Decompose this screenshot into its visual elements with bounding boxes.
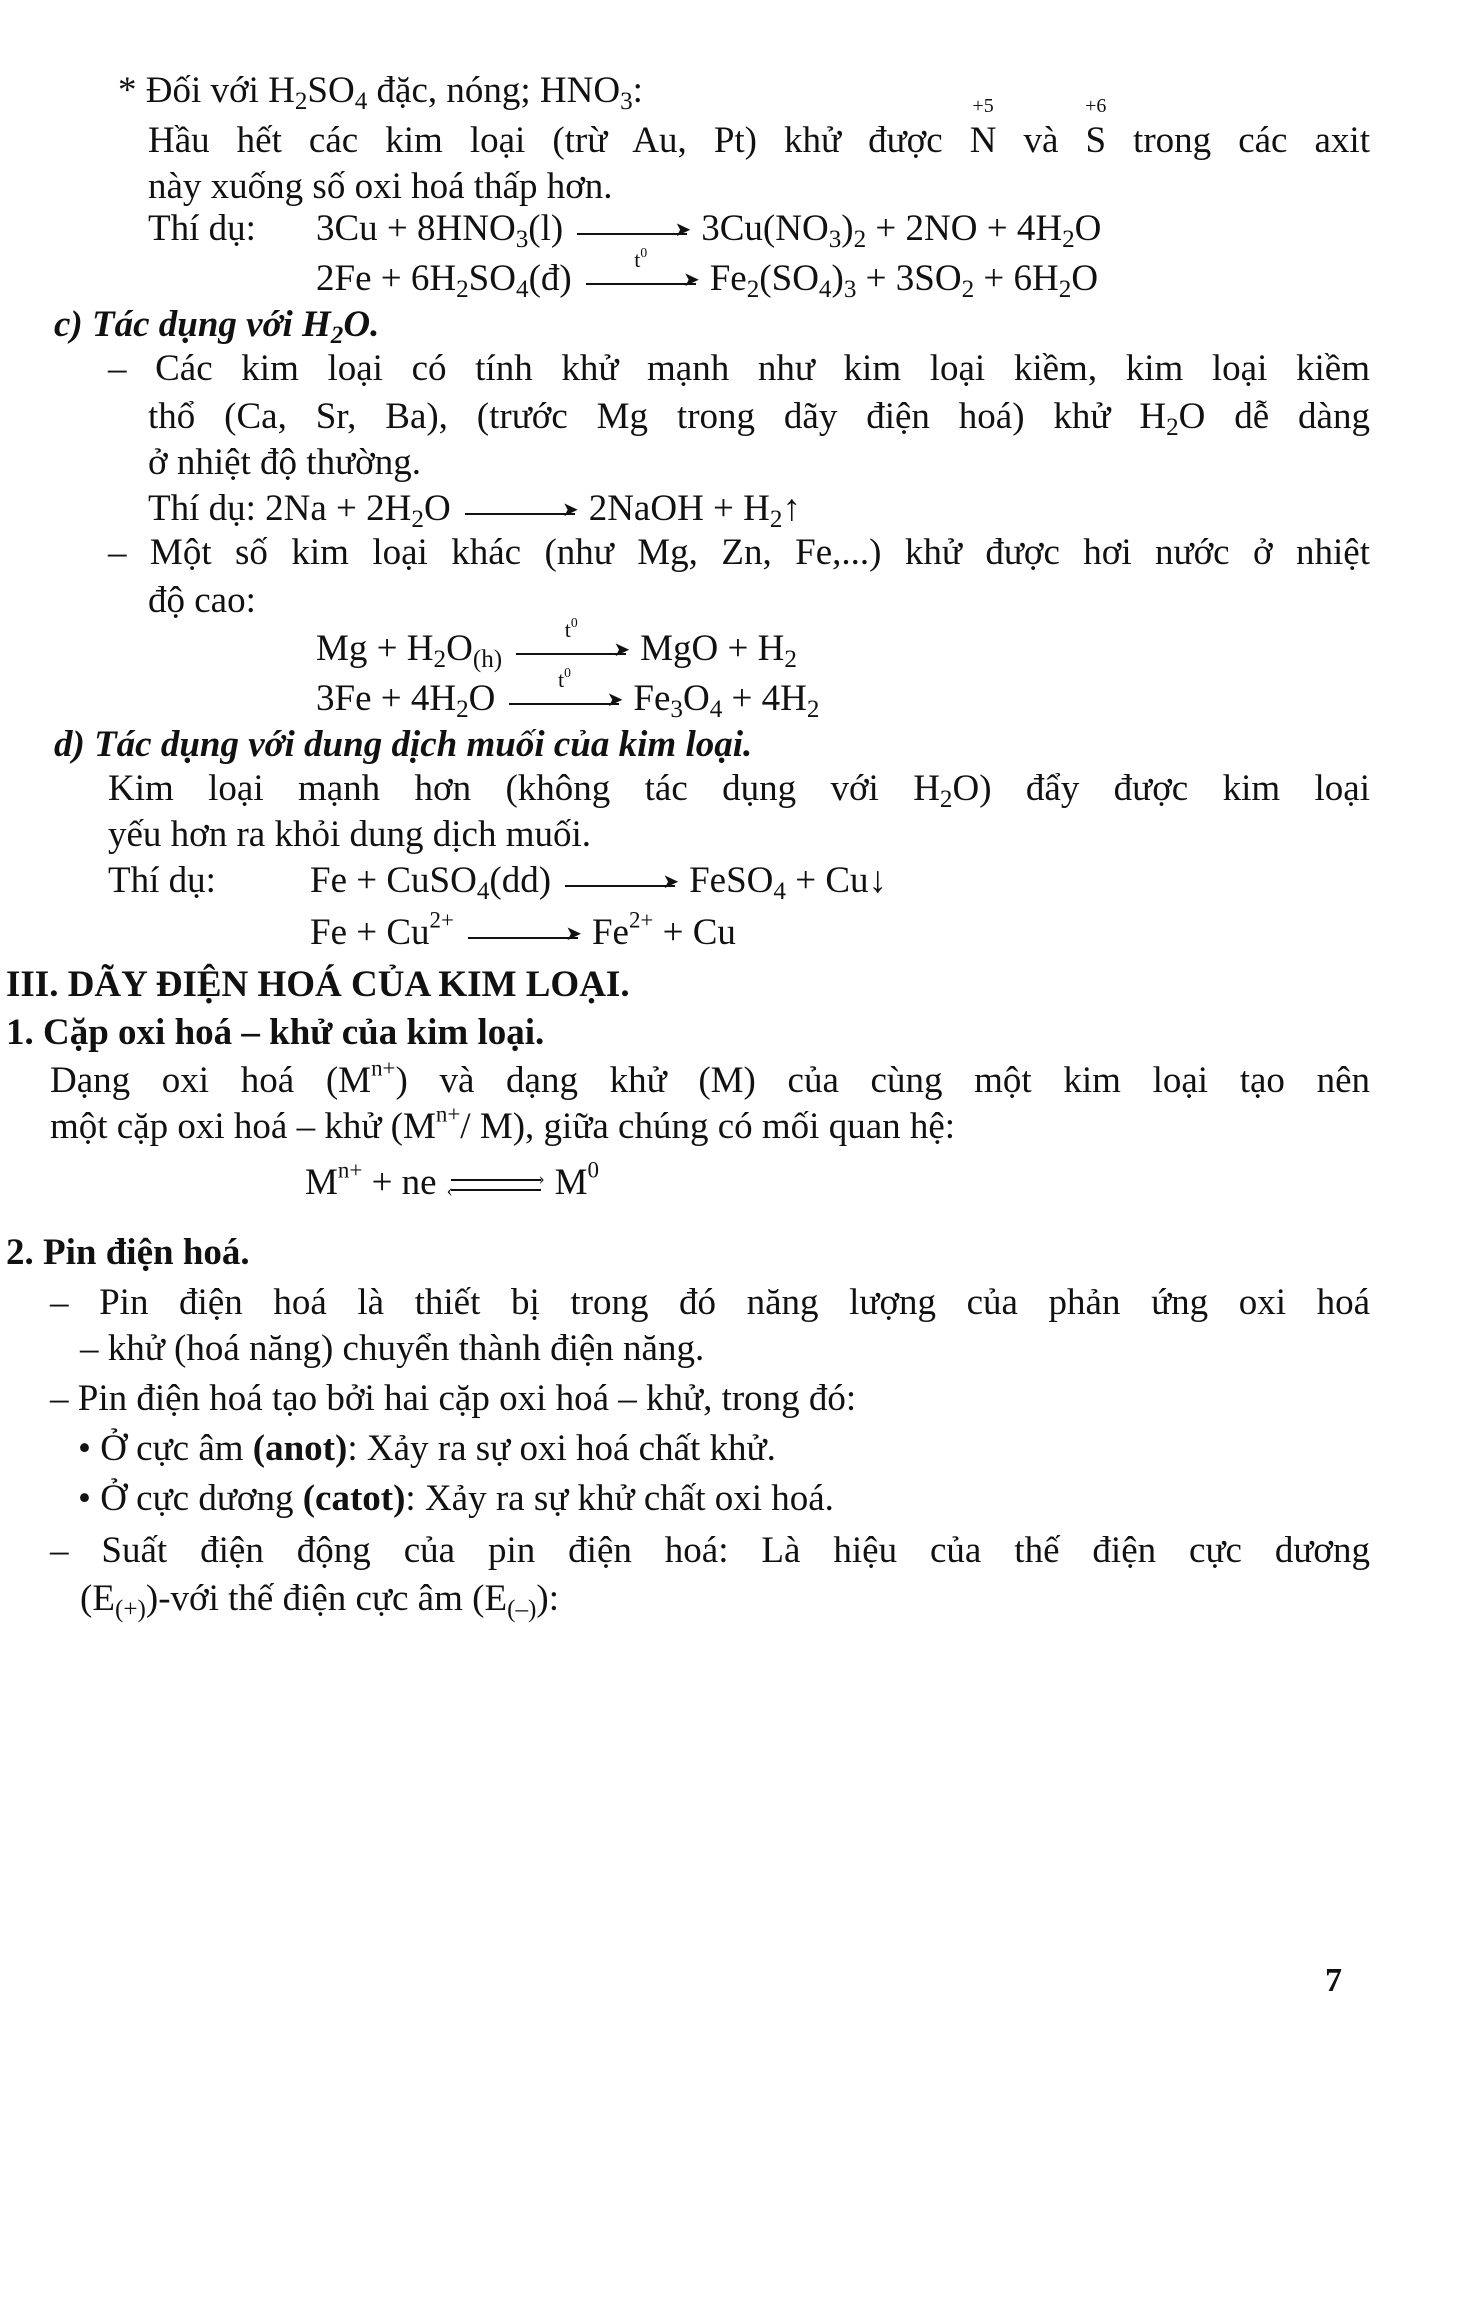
bullet-cathode: • Ở cực dương (catot): Xảy ra sự khử chất oxi hoá. [78, 1478, 834, 1519]
bullet-anode: • Ở cực âm (anot): Xảy ra sự oxi hoá chất khử. [78, 1428, 776, 1469]
paragraph-line: này xuống số oxi hoá thấp hơn. [148, 166, 613, 207]
reaction-arrow: ➤ [577, 229, 687, 235]
paragraph-line: – Suất điện động của pin điện hoá: Là hiệu của thế điện cực dương [50, 1530, 1370, 1571]
reaction-fe-h2o: $3Fe + 4H_2O$ $t^0$ ➤ $Fe_3O_4 + 4H_2$ [316, 664, 820, 724]
reaction-arrow-heat: $t^0$ ➤ [516, 649, 626, 655]
equilibrium-arrows: › ‹ [446, 1167, 545, 1200]
reaction-arrow: ➤ [565, 881, 675, 887]
paragraph-line: yếu hơn ra khỏi dung dịch muối. [108, 814, 592, 855]
paragraph-line: $(E_{(+)})$-với thế điện cực âm $(E_{(-)})$: [80, 1578, 560, 1624]
paragraph-line: – Một số kim loại khác (như Mg, Zn, Fe,...) khử được hơi nước ở nhiệt [108, 532, 1370, 573]
reaction-arrow-heat: $t^0$ ➤ [509, 699, 619, 705]
paragraph-line: Dạng oxi hoá $(M^{n+})$ và dạng khử (M) của cùng một kim loại tạo nên [50, 1055, 1370, 1101]
reaction-cu-hno3: $3Cu + 8HNO_3(l)$ ➤ $3Cu(NO_3)_2 + 2NO + 4H_2O$ [316, 208, 1102, 254]
reaction-arrow-heat: $t^0$ ➤ [586, 279, 696, 285]
reaction-arrow: ➤ [468, 933, 578, 939]
reaction-fe-cuso4: Fe + CuSO$_4$(dd) ➤ FeSO$_4$ + Cu↓ [310, 860, 888, 906]
reaction-fe-cu-ion: $Fe + Cu^{2+}$ ➤ $Fe^{2+} + Cu$ [310, 907, 736, 953]
paragraph-line: Hầu hết các kim loại (trừ Au, Pt) khử được +5 N và +6 S trong các axit [148, 118, 1370, 164]
section-heading: d) Tác dụng với dung dịch muối của kim loại. [54, 724, 753, 765]
page-number: 7 [1325, 1962, 1342, 1999]
reaction-fe-h2so4: $2Fe + 6H_2SO_4(đ)$ $t^0$ ➤ $Fe_2(SO_4)_3 + 3SO_2 + 6H_2O$ [316, 244, 1099, 304]
paragraph-line: ở nhiệt độ thường. [148, 442, 421, 483]
section-heading: c) Tác dụng với $H_2O$. [54, 304, 380, 350]
reaction-na-h2o: Thí dụ: $2Na + 2H_2O$ ➤ 2NaOH + $H_2↑$ [148, 488, 801, 534]
oxidation-state-n: +5 N [969, 95, 997, 161]
paragraph-line: độ cao: [148, 580, 256, 621]
redox-equilibrium: $M^{n+}$ + ne › ‹ $M^0$ [305, 1157, 599, 1203]
subsection-heading: 1. Cặp oxi hoá – khử của kim loại. [6, 1012, 545, 1053]
reaction-mg-h2o: $Mg + H_2O_{(h)}$ $t^0$ ➤ MgO + $H_2$ [316, 614, 797, 674]
paragraph-line: – Pin điện hoá là thiết bị trong đó năng lượng của phản ứng oxi hoá [50, 1282, 1370, 1323]
reaction-arrow: ➤ [465, 509, 575, 515]
h2so4-hno3-intro: * Đối với $H_2SO_4$ đặc, nóng; $HNO_3$: [118, 70, 643, 116]
oxidation-state-s: +6 S [1085, 95, 1107, 161]
example-label: Thí dụ: [108, 860, 216, 901]
paragraph-line: Kim loại mạnh hơn (không tác dụng với $H_2O$) đẩy được kim loại [108, 768, 1370, 814]
chapter-heading: III. DÃY ĐIỆN HOÁ CỦA KIM LOẠI. [6, 964, 630, 1005]
example-label: Thí dụ: [148, 208, 256, 249]
paragraph-line: – Các kim loại có tính khử mạnh như kim loại kiềm, kim loại kiềm [108, 348, 1370, 389]
paragraph-line: thổ (Ca, Sr, Ba), (trước Mg trong dãy điện hoá) khử $H_2O$ dễ dàng [148, 396, 1370, 442]
paragraph-line: – khử (hoá năng) chuyển thành điện năng. [80, 1328, 705, 1369]
paragraph-line: một cặp oxi hoá – khử ($M^{n+}/$ M), giữa chúng có mối quan hệ: [50, 1101, 956, 1147]
paragraph-line: – Pin điện hoá tạo bởi hai cặp oxi hoá – khử, trong đó: [50, 1378, 857, 1419]
subsection-heading: 2. Pin điện hoá. [6, 1232, 250, 1273]
